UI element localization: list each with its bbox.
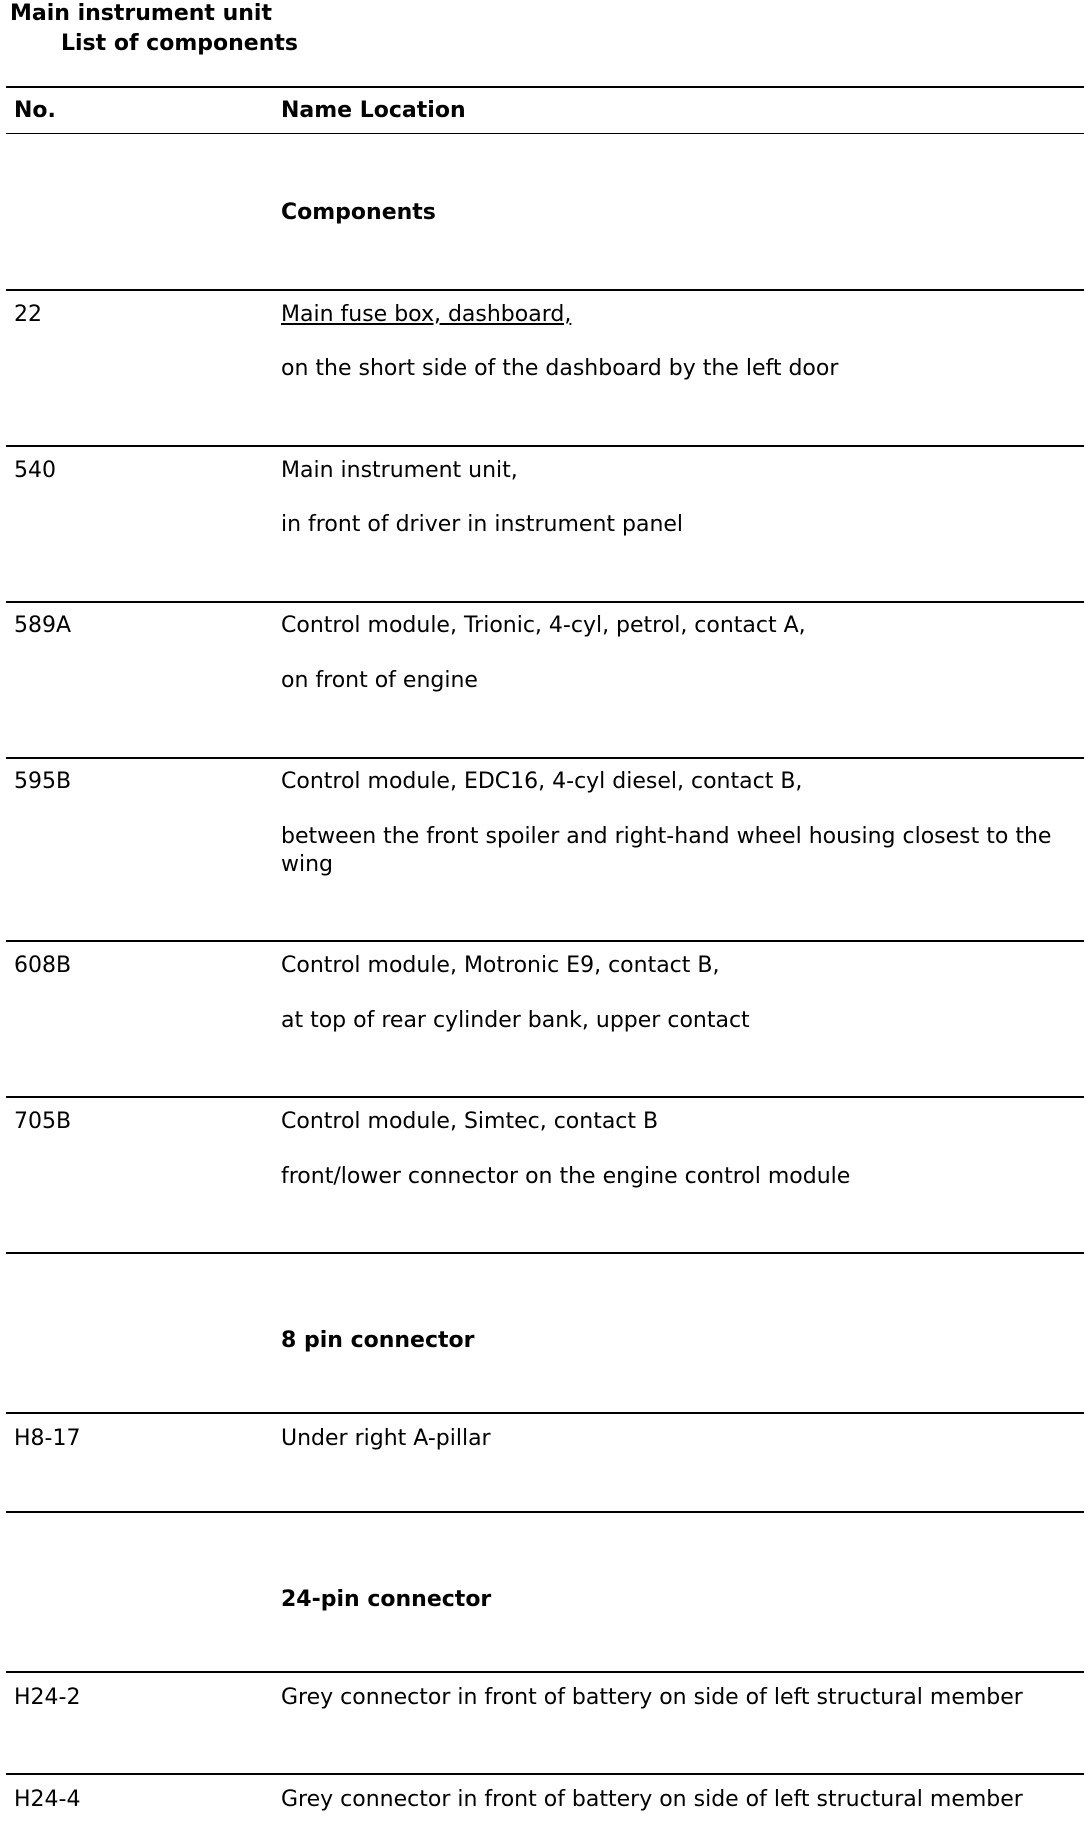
component-location: Grey connector in front of battery on side of left structural member xyxy=(281,1787,1023,1812)
component-name: Control module, Motronic E9, contact B, xyxy=(281,953,720,978)
table-top-rule xyxy=(6,86,1084,88)
row-number: 705B xyxy=(14,1109,72,1134)
section-rule xyxy=(6,1412,1084,1414)
row-number: 540 xyxy=(14,458,56,483)
row-rule xyxy=(6,1773,1084,1775)
component-location: at top of rear cylinder bank, upper contact xyxy=(281,1008,750,1033)
section-heading-8-pin: 8 pin connector xyxy=(281,1328,475,1353)
component-location: between the front spoiler and right-hand wheel housing closest to the wing xyxy=(281,824,1052,877)
row-number: 589A xyxy=(14,613,72,638)
row-rule xyxy=(6,940,1084,942)
row-number: 22 xyxy=(14,302,42,327)
component-location: front/lower connector on the engine control module xyxy=(281,1164,851,1189)
row-number: 595B xyxy=(14,769,72,794)
row-number: 608B xyxy=(14,953,72,978)
component-name: Control module, Trionic, 4-cyl, petrol, contact A, xyxy=(281,613,806,638)
section-rule xyxy=(6,1671,1084,1673)
row-number: H24-4 xyxy=(14,1787,81,1812)
component-name: Control module, Simtec, contact B xyxy=(281,1109,659,1134)
section-rule xyxy=(6,1511,1084,1513)
component-location: Under right A-pillar xyxy=(281,1426,491,1451)
component-name: Main instrument unit, xyxy=(281,458,518,483)
header-bottom-rule xyxy=(6,133,1084,134)
row-number: H24-2 xyxy=(14,1685,81,1710)
component-location: Grey connector in front of battery on side of left structural member xyxy=(281,1685,1023,1710)
row-number: H8-17 xyxy=(14,1426,81,1451)
component-location: on the short side of the dashboard by the left door xyxy=(281,356,839,381)
row-rule xyxy=(6,1096,1084,1098)
section-heading-components: Components xyxy=(281,200,436,225)
document-title: Main instrument unit xyxy=(10,1,272,26)
column-header-no: No. xyxy=(14,98,56,123)
document-subtitle: List of components xyxy=(61,31,298,56)
row-rule xyxy=(6,601,1084,603)
row-rule xyxy=(6,757,1084,759)
component-location: on front of engine xyxy=(281,668,478,693)
section-rule xyxy=(6,1252,1084,1254)
row-rule xyxy=(6,445,1084,447)
section-rule xyxy=(6,289,1084,291)
component-name-link[interactable]: Main fuse box, dashboard, xyxy=(281,302,572,327)
component-name: Control module, EDC16, 4-cyl diesel, contact B, xyxy=(281,769,803,794)
section-heading-24-pin: 24-pin connector xyxy=(281,1587,492,1612)
column-header-name-location: Name Location xyxy=(281,98,466,123)
component-location: in front of driver in instrument panel xyxy=(281,512,684,537)
